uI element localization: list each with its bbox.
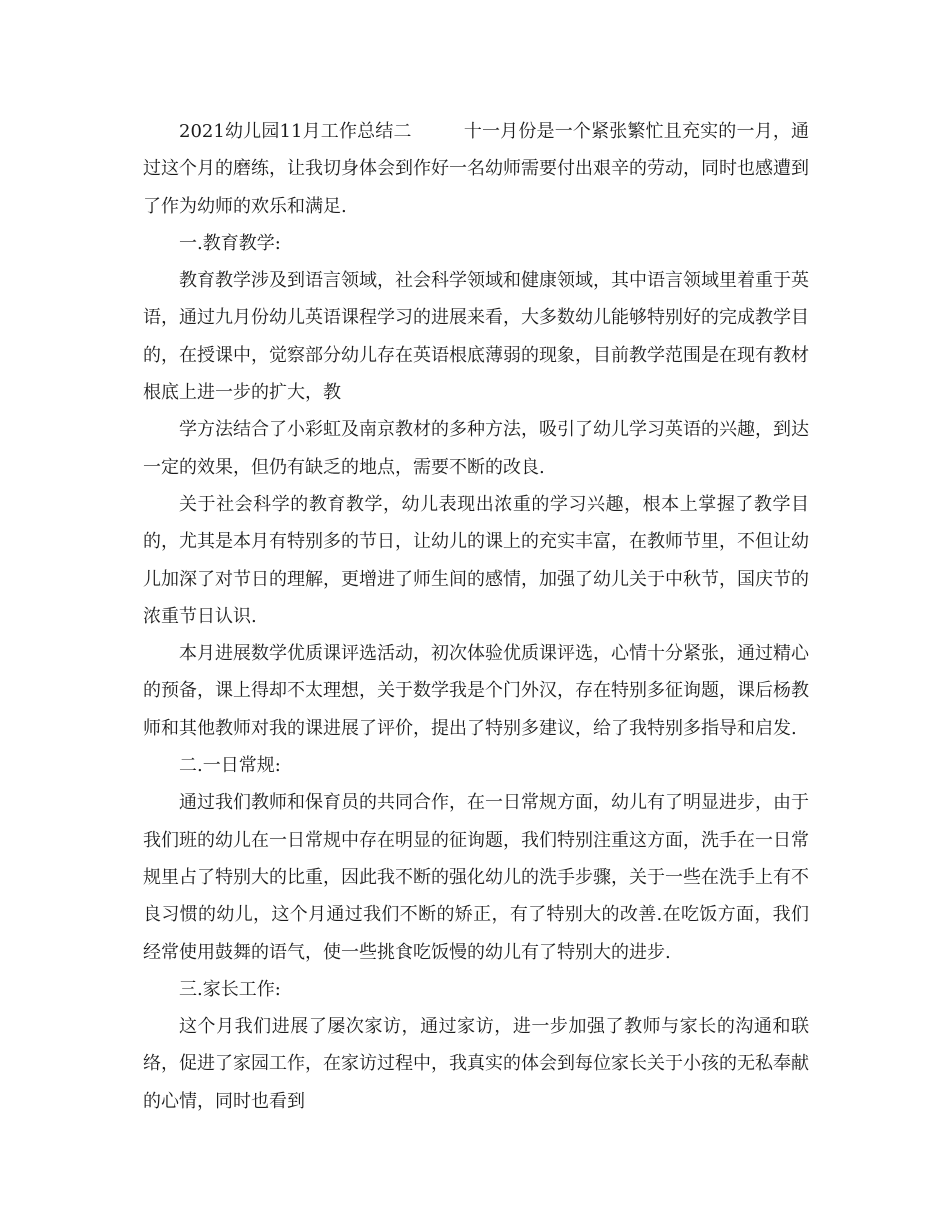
section-heading-parents: 三.家长工作: [179,978,281,1000]
paragraph-math-lesson: 本月进展数学优质课评选活动，初次体验优质课评选，心情十分紧张，通过精心的预备，课上得却不太理想，关于数学我是个门外汉，存在特别多征询题，课后杨教师和其他教师对我的课进展了评价，提出了特别多建议，给了我特别多指导和启发. [143,643,809,739]
paragraph-parents: 这个月我们进展了屡次家访，通过家访，进一步加强了教师与家长的沟通和联络，促进了家园工作，在家访过程中，我真实的体会到每位家长关于小孩的无私奉献的心情，同时也看到 [143,1016,809,1112]
section-heading-routine: 二.一日常规: [179,755,281,777]
paragraph-routine: 通过我们教师和保育员的共同合作，在一日常规方面，幼儿有了明显进步，由于我们班的幼儿在一日常规中存在明显的征询题，我们特别注重这方面，洗手在一日常规里占了特别大的比重，因此我不断的强化幼儿的洗手步骤，关于一些在洗手上有不良习惯的幼儿，这个月通过我们不断的矫正，有了特别大的改善.在吃饭方面，我们经常使用鼓舞的语气，使一些挑食吃饭慢的幼儿有了特别大的进步. [143,792,809,963]
paragraph-teaching: 教育教学涉及到语言领域，社会科学领域和健康领域，其中语言领域里着重于英语，通过九月份幼儿英语课程学习的进展来看，大多数幼儿能够特别好的完成教学目的，在授课中，觉察部分幼儿存在英语根底薄弱的现象，目前教学范围是在现有教材根底上进一步的扩大，教 [143,270,809,404]
paragraph-intro [143,113,809,225]
paragraph-social-science: 关于社会科学的教育教学，幼儿表现出浓重的学习兴趣，根本上掌握了教学目的，尤其是本月有特别多的节日，让幼儿的课上的充实丰富，在教师节里，不但让幼儿加深了对节日的理解，更增进了师生间的感情，加强了幼儿关于中秋节，国庆节的浓重节日认识. [143,493,809,627]
paragraph-text: 十一月份是一个紧张繁忙且充实的一月，通过这个月的磨练，让我切身体会到作好一名幼师需要付出艰辛的劳动，同时也感遭到了作为幼师的欢乐和满足. [143,121,809,217]
paragraph-teaching-methods: 学方法结合了小彩虹及南京教材的多种方法，吸引了幼儿学习英语的兴趣，到达一定的效果，但仍有缺乏的地点，需要不断的改良. [143,419,809,478]
document-title: 2021幼儿园11月工作总结二 [179,121,412,142]
document-body [143,113,809,1120]
section-heading-teaching: 一.教育教学: [179,232,281,254]
